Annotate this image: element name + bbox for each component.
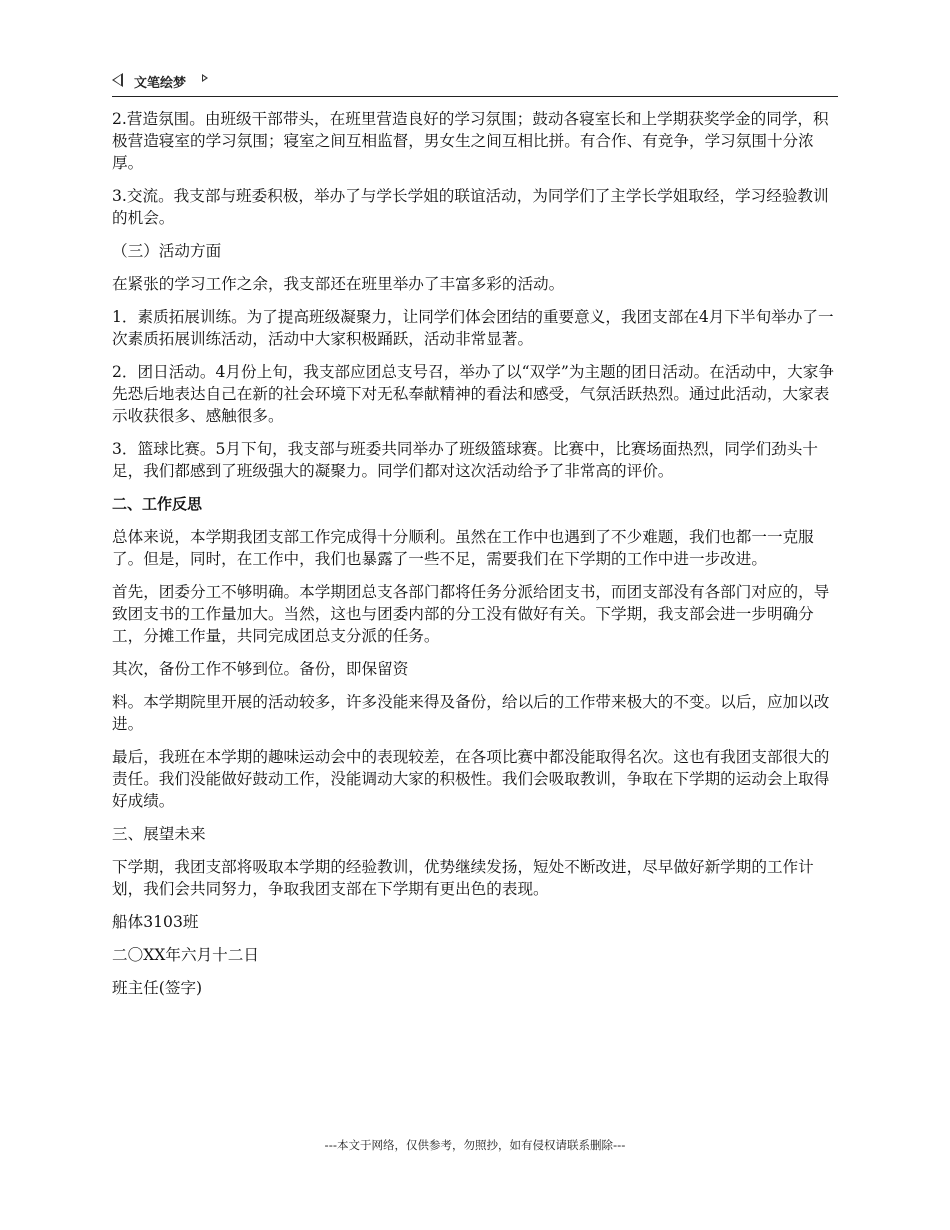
paragraph-overall: 总体来说，本学期我团支部工作完成得十分顺利。虽然在工作中也遇到了不少难题，我们也都一一克服了。但是，同时，在工作中，我们也暴露了一些不足，需要我们在下学期的工作中进一步改进。 (112, 528, 814, 568)
heading-work-reflection: 二、工作反思 (112, 495, 203, 513)
paragraph-exchange: 3.交流。我支部与班委积极，举办了与学长学姐的联谊活动，为同学们了主学长学姐取经，学习经验教训的机会。 (112, 187, 829, 227)
paragraph-first: 首先，团委分工不够明确。本学期团总支各部门都将任务分派给团支书，而团支部没有各部门对应的，导致团支书的工作量加大。当然，这也与团委内部的分工没有做好有关。下学期，我支部会进一步明确分工，分摊工作量，共同完成团总支分派的任务。 (112, 583, 830, 645)
right-triangle-icon (202, 74, 208, 82)
page-header (112, 70, 838, 97)
left-triangle-icon (112, 73, 123, 87)
paragraph-training: 1．素质拓展训练。为了提高班级凝聚力，让同学们体会团结的重要意义，我团支部在4月下半旬举办了一次素质拓展训练活动，活动中大家积极踊跃，活动非常显著。 (112, 308, 834, 348)
paragraph-basketball: 3．篮球比赛。5月下旬，我支部与班委共同举办了班级篮球赛。比赛中，比赛场面热烈，同学们劲头十足，我们都感到了班级强大的凝聚力。同学们都对这次活动给予了非常高的评价。 (112, 440, 818, 480)
paragraph-second-cont: 料。本学期院里开展的活动较多，许多没能来得及备份，给以后的工作带来极大的不变。以后，应加以改进。 (112, 693, 830, 733)
signature-teacher: 班主任(签字) (112, 979, 203, 997)
page-footer: ---本文于网络，仅供参考，勿照抄，如有侵权请联系删除--- (324, 1138, 626, 1152)
paragraph-outlook: 下学期，我团支部将吸取本学期的经验教训，优势继续发扬，短处不断改进，尽早做好新学期的工作计划，我们会共同努力，争取我团支部在下学期有更出色的表现。 (112, 858, 814, 898)
subheading-activities: （三）活动方面 (112, 242, 222, 260)
paragraph-league-day: 2．团日活动。4月份上旬，我支部应团总支号召，举办了以“双学”为主题的团日活动。在活动中，大家争先恐后地表达自己在新的社会环境下对无私奉献精神的看法和感受，气氛活跃热烈。通过此活动，大家表示收获很多、感触很多。 (112, 363, 834, 425)
signature-class: 船体3103班 (112, 913, 199, 931)
paragraph-second: 其次，备份工作不够到位。备份，即保留资 (112, 660, 409, 678)
signature-date: 二〇XX年六月十二日 (112, 946, 259, 964)
paragraph-last: 最后，我班在本学期的趣味运动会中的表现较差，在各项比赛中都没能取得名次。这也有我团支部很大的责任。我们没能做好鼓动工作，没能调动大家的积极性。我们会吸取教训，争取在下学期的运动会上取得好成绩。 (112, 748, 830, 810)
paragraph-study-atmosphere: 2.营造氛围。由班级干部带头，在班里营造良好的学习氛围；鼓动各寝室长和上学期获奖学金的同学，积极营造寝室的学习氛围；寝室之间互相监督，男女生之间互相比拼。有合作、有竞争，学习氛围十分浓厚。 (112, 110, 829, 172)
paragraph-activities-intro: 在紧张的学习工作之余，我支部还在班里举办了丰富多彩的活动。 (112, 275, 565, 293)
heading-outlook: 三、展望未来 (112, 825, 206, 843)
document-body (112, 108, 844, 1010)
brand-name: 文笔绘梦 (134, 76, 187, 91)
